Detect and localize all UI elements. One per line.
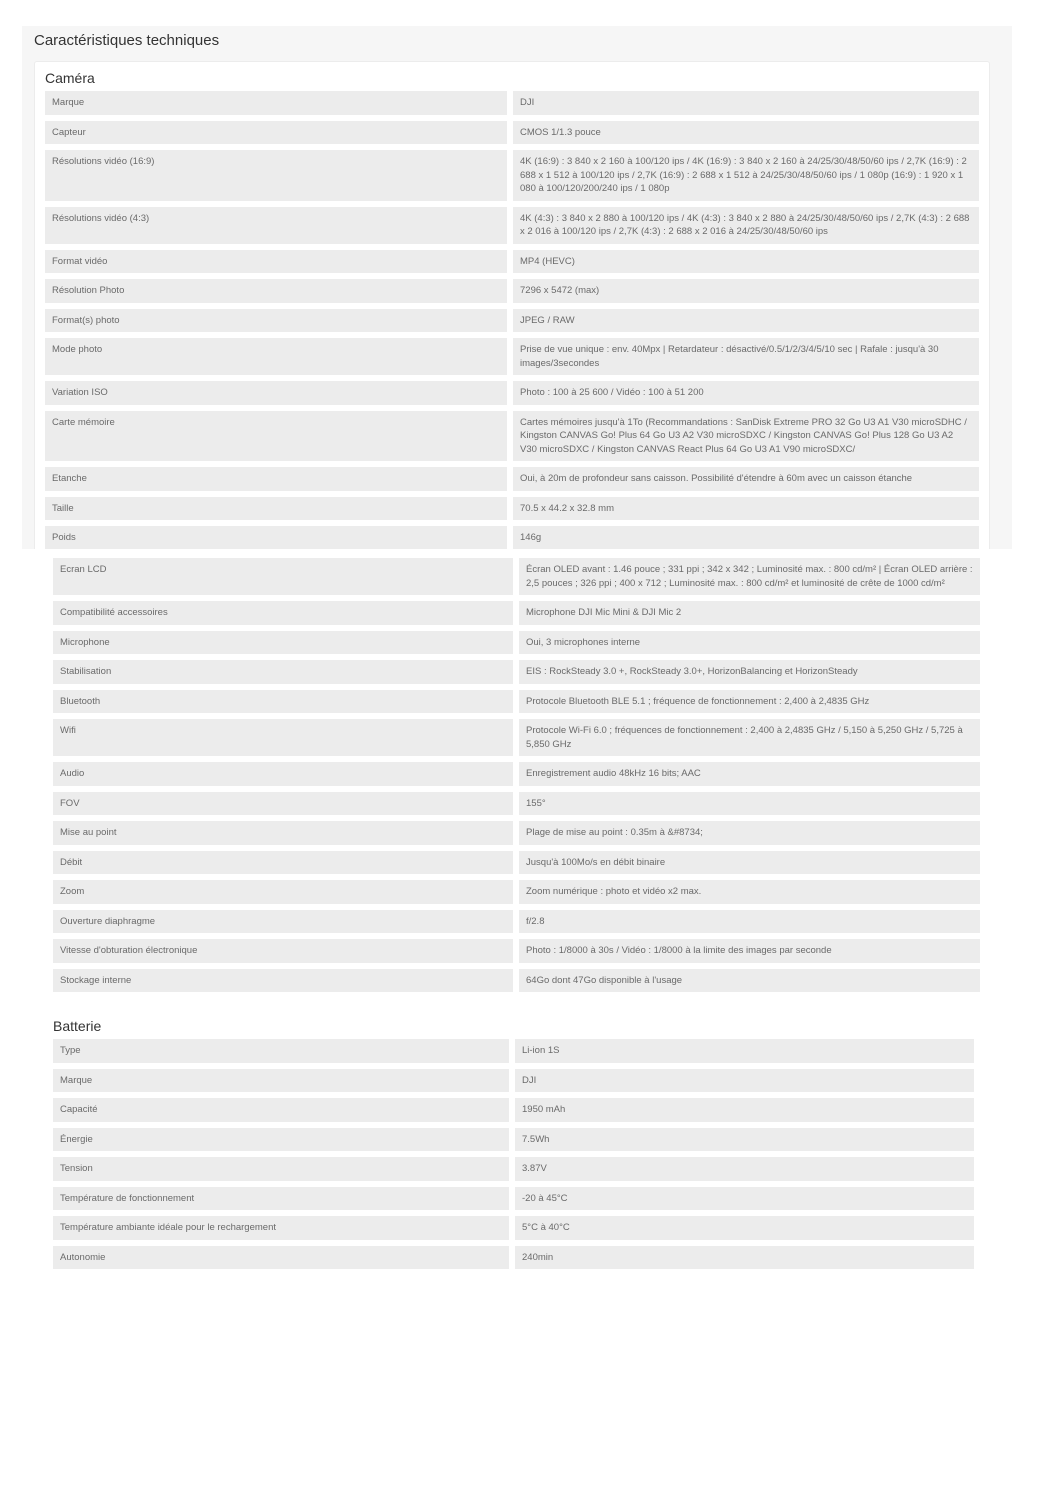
spec-label: Wifi	[53, 719, 513, 756]
spec-label: Marque	[45, 91, 507, 115]
spec-row	[45, 526, 979, 550]
spec-label: Température ambiante idéale pour le rechargement	[53, 1216, 509, 1240]
spec-label: Tension	[53, 1157, 509, 1181]
spec-label: Compatibilité accessoires	[53, 601, 513, 625]
spec-row	[53, 762, 980, 786]
spec-row	[53, 660, 980, 684]
camera-card	[34, 61, 990, 550]
spec-row	[53, 1069, 974, 1093]
spec-row	[53, 1246, 974, 1270]
spec-label: Température de fonctionnement	[53, 1187, 509, 1211]
spec-row	[53, 880, 980, 904]
spec-value: f/2.8	[519, 910, 980, 934]
spec-value: 146g	[513, 526, 979, 550]
spec-label: Résolution Photo	[45, 279, 507, 303]
spec-label: Poids	[45, 526, 507, 550]
spec-value: Photo : 1/8000 à 30s / Vidéo : 1/8000 à la limite des images par seconde	[519, 939, 980, 963]
spec-value: -20 à 45°C	[515, 1187, 974, 1211]
spec-row	[53, 558, 980, 595]
spec-label: Variation ISO	[45, 381, 507, 405]
spec-row	[45, 121, 979, 145]
spec-row	[45, 91, 979, 115]
spec-value: EIS : RockSteady 3.0 +, RockSteady 3.0+, HorizonBalancing et HorizonSteady	[519, 660, 980, 684]
spec-label: Stabilisation	[53, 660, 513, 684]
spec-value: Oui, 3 microphones interne	[519, 631, 980, 655]
spec-value: 70.5 x 44.2 x 32.8 mm	[513, 497, 979, 521]
battery-title: Batterie	[53, 1018, 102, 1034]
spec-row	[53, 792, 980, 816]
spec-label: Taille	[45, 497, 507, 521]
spec-value: DJI	[515, 1069, 974, 1093]
spec-row	[53, 690, 980, 714]
spec-value: 240min	[515, 1246, 974, 1270]
specs-continuation	[0, 549, 1058, 1497]
spec-label: FOV	[53, 792, 513, 816]
spec-value: Li-ion 1S	[515, 1039, 974, 1063]
spec-row	[45, 150, 979, 201]
spec-label: Stockage interne	[53, 969, 513, 993]
spec-row	[53, 821, 980, 845]
spec-value: Oui, à 20m de profondeur sans caisson. Possibilité d'étendre à 60m avec un caisson étanche	[513, 467, 979, 491]
spec-value: 7296 x 5472 (max)	[513, 279, 979, 303]
spec-label: Marque	[53, 1069, 509, 1093]
spec-label: Débit	[53, 851, 513, 875]
spec-label: Autonomie	[53, 1246, 509, 1270]
spec-value: Microphone DJI Mic Mini & DJI Mic 2	[519, 601, 980, 625]
spec-row	[53, 1098, 974, 1122]
spec-label: Mise au point	[53, 821, 513, 845]
spec-row	[45, 279, 979, 303]
spec-label: Capteur	[45, 121, 507, 145]
spec-row	[53, 631, 980, 655]
spec-value: 1950 mAh	[515, 1098, 974, 1122]
spec-label: Énergie	[53, 1128, 509, 1152]
camera-spec-list-continued	[53, 558, 980, 998]
spec-row	[53, 1039, 974, 1063]
spec-row	[53, 910, 980, 934]
spec-row	[53, 969, 980, 993]
spec-label: Résolutions vidéo (4:3)	[45, 207, 507, 244]
spec-row	[45, 338, 979, 375]
spec-label: Microphone	[53, 631, 513, 655]
spec-row	[53, 1216, 974, 1240]
spec-value: Cartes mémoires jusqu'à 1To (Recommandations : SanDisk Extreme PRO 32 Go U3 A1 V30 microSDHC / Kingston CANVAS Go! Plus 64 Go U3 A2 V30 microSDXC / Kingston CANVAS Go! Plus 128 Go U3 A2 V30 microSDXC / Kingston CANVAS React Plus 64 Go U3 A1 V90 microSDXC/	[513, 411, 979, 462]
spec-label: Capacité	[53, 1098, 509, 1122]
spec-label: Résolutions vidéo (16:9)	[45, 150, 507, 201]
spec-row	[45, 381, 979, 405]
spec-row	[53, 939, 980, 963]
camera-title: Caméra	[45, 70, 95, 86]
spec-value: Protocole Wi-Fi 6.0 ; fréquences de fonctionnement : 2,400 à 2,4835 GHz / 5,150 à 5,250 GHz / 5,725 à 5,850 GHz	[519, 719, 980, 756]
spec-value: 64Go dont 47Go disponible à l'usage	[519, 969, 980, 993]
spec-label: Bluetooth	[53, 690, 513, 714]
spec-row	[45, 309, 979, 333]
spec-value: 155°	[519, 792, 980, 816]
spec-label: Audio	[53, 762, 513, 786]
spec-value: JPEG / RAW	[513, 309, 979, 333]
spec-value: DJI	[513, 91, 979, 115]
spec-value: Photo : 100 à 25 600 / Vidéo : 100 à 51 200	[513, 381, 979, 405]
spec-row	[53, 1157, 974, 1181]
spec-label: Type	[53, 1039, 509, 1063]
spec-value: MP4 (HEVC)	[513, 250, 979, 274]
spec-row	[45, 207, 979, 244]
spec-value: 4K (16:9) : 3 840 x 2 160 à 100/120 ips / 4K (16:9) : 3 840 x 2 160 à 24/25/30/48/50/60 ips / 2,7K (16:9) : 2 688 x 1 512 à 100/120 ips / 2,7K (16:9) : 2 688 x 1 512 à 24/25/30/48/50/60 ips / 1 080p (16:9) : 1 920 x 1 080 à 100/120/200/240 ips / 1 080p	[513, 150, 979, 201]
spec-value: Écran OLED avant : 1.46 pouce ; 331 ppi ; 342 x 342 ; Luminosité max. : 800 cd/m² | Écran OLED arrière : 2,5 pouces ; 326 ppi ; 400 x 712 ; Luminosité max. : 800 cd/m² et luminosité de crête de 1000 cd/m²	[519, 558, 980, 595]
spec-value: 7.5Wh	[515, 1128, 974, 1152]
specs-section	[22, 26, 1012, 549]
spec-row	[45, 411, 979, 462]
spec-row	[45, 467, 979, 491]
spec-label: Etanche	[45, 467, 507, 491]
camera-spec-list	[45, 91, 979, 556]
spec-label: Carte mémoire	[45, 411, 507, 462]
spec-row	[53, 851, 980, 875]
spec-row	[45, 497, 979, 521]
spec-value: Plage de mise au point : 0.35m à &#8734;	[519, 821, 980, 845]
spec-value: Jusqu'à 100Mo/s en débit binaire	[519, 851, 980, 875]
spec-row	[53, 719, 980, 756]
spec-label: Ecran LCD	[53, 558, 513, 595]
spec-row	[45, 250, 979, 274]
spec-label: Zoom	[53, 880, 513, 904]
spec-row	[53, 1187, 974, 1211]
spec-value: CMOS 1/1.3 pouce	[513, 121, 979, 145]
spec-value: Prise de vue unique : env. 40Mpx | Retardateur : désactivé/0.5/1/2/3/4/5/10 sec | Rafale : jusqu'à 30 images/3secondes	[513, 338, 979, 375]
spec-label: Vitesse d'obturation électronique	[53, 939, 513, 963]
spec-label: Format vidéo	[45, 250, 507, 274]
spec-row	[53, 601, 980, 625]
spec-value: 4K (4:3) : 3 840 x 2 880 à 100/120 ips / 4K (4:3) : 3 840 x 2 880 à 24/25/30/48/50/60 ips / 2,7K (4:3) : 2 688 x 2 016 à 100/120 ips / 2,7K (4:3) : 2 688 x 2 016 à 24/25/30/48/50/60 ips	[513, 207, 979, 244]
battery-spec-list	[53, 1039, 974, 1275]
spec-value: 5°C à 40°C	[515, 1216, 974, 1240]
spec-value: Zoom numérique : photo et vidéo x2 max.	[519, 880, 980, 904]
page-title: Caractéristiques techniques	[34, 32, 220, 49]
spec-value: Enregistrement audio 48kHz 16 bits; AAC	[519, 762, 980, 786]
spec-label: Format(s) photo	[45, 309, 507, 333]
spec-label: Mode photo	[45, 338, 507, 375]
spec-label: Ouverture diaphragme	[53, 910, 513, 934]
spec-value: Protocole Bluetooth BLE 5.1 ; fréquence de fonctionnement : 2,400 à 2,4835 GHz	[519, 690, 980, 714]
spec-value: 3.87V	[515, 1157, 974, 1181]
spec-row	[53, 1128, 974, 1152]
